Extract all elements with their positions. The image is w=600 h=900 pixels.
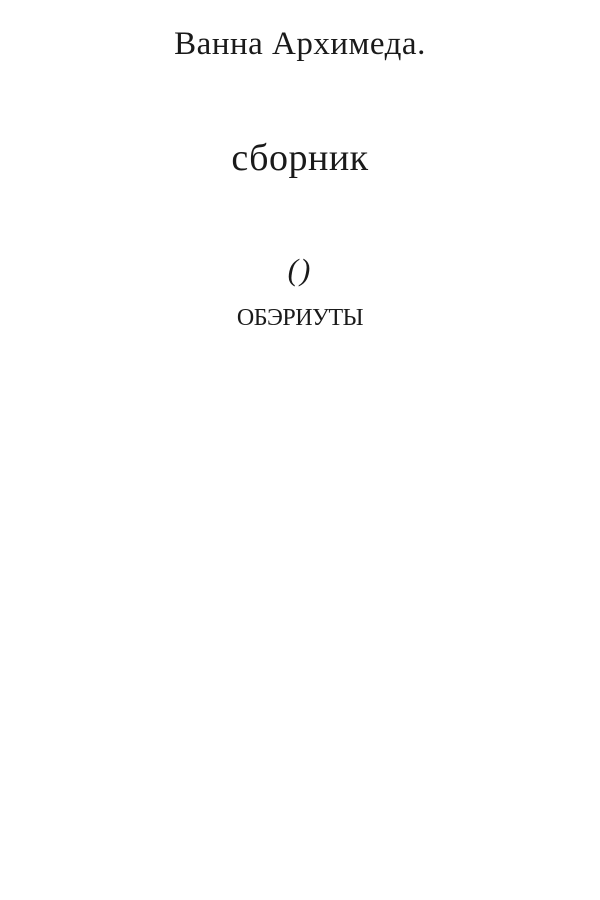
book-title: Ванна Архимеда. [174,26,426,62]
collection-subtitle: сборник [231,137,369,179]
group-name: ОБЭРИУТЫ [236,305,364,331]
parentheses-mark: () [287,252,313,287]
